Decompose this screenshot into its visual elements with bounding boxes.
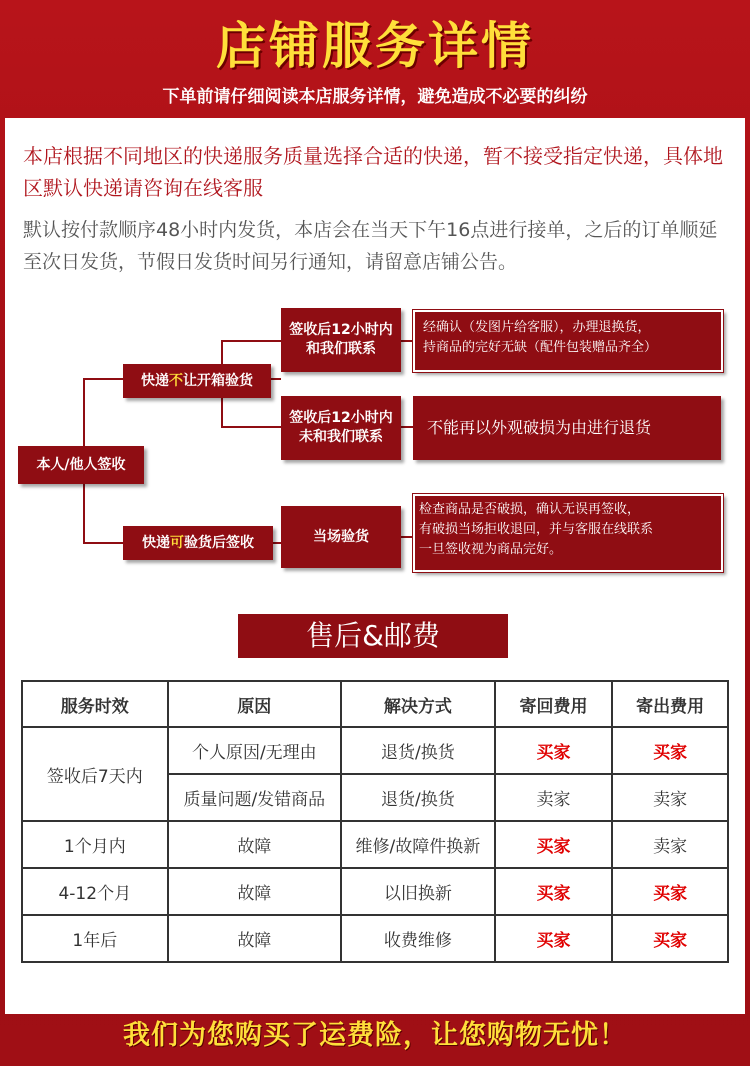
a1-label-line2: 和我们联系 — [306, 341, 376, 357]
cell-period: 4-12个月 — [22, 868, 168, 915]
a2-label-line1: 签收后12小时内 — [289, 410, 393, 426]
flow-connector — [221, 426, 281, 428]
cell-return-fee: 卖家 — [495, 774, 613, 821]
flow-branch-inspect — [123, 526, 273, 560]
flow-connector — [401, 340, 413, 342]
table-row — [22, 915, 728, 962]
dispatch-notice: 默认按付款顺序48小时内发货，本店会在当天下午16点进行接单，之后的订单顺延至次日发货，节假日发货时间另行通知，请留意店铺公告。 — [23, 219, 718, 273]
shipping-notice: 本店根据不同地区的快递服务质量选择合适的快递，暂不接受指定快递，具体地区默认快递请咨询在线客服 — [23, 144, 723, 200]
b1-desc-line2: 有破损当场拒收退回，并与客服在线联系 — [419, 522, 654, 537]
header-send-fee: 寄出费用 — [612, 681, 728, 727]
page-title: 店铺服务详情 — [216, 17, 534, 75]
b1-desc-line1: 检查商品是否破损，确认无误再签收， — [419, 502, 641, 517]
branch-b-highlight: 可 — [170, 534, 184, 551]
flow-desc-return-allowed — [413, 310, 723, 372]
cell-return-fee: 买家 — [495, 727, 613, 774]
table-header-row — [22, 681, 728, 727]
cell-reason: 故障 — [168, 915, 341, 962]
cell-solution: 以旧换新 — [341, 868, 495, 915]
a1-desc-line2: 持商品的完好无缺（配件包装赠品齐全） — [423, 340, 658, 355]
flow-connector — [273, 542, 281, 544]
cell-reason: 故障 — [168, 821, 341, 868]
branch-b-post: 验货后签收 — [184, 534, 254, 551]
branch-a-post: 让开箱验货 — [183, 372, 253, 389]
cell-reason: 质量问题/发错商品 — [168, 774, 341, 821]
flow-desc-inspect — [413, 494, 723, 572]
flow-root-signed — [18, 446, 144, 484]
b1-desc-line3: 一旦签收视为商品完好。 — [419, 542, 563, 557]
flow-root-label: 本人/他人签收 — [36, 456, 126, 473]
flow-connector — [221, 340, 281, 342]
cell-send-fee: 买家 — [612, 915, 728, 962]
flow-connector — [83, 542, 123, 544]
flow-inspect-on-site — [281, 506, 401, 568]
branch-b-pre: 快递 — [142, 534, 170, 551]
cell-send-fee: 卖家 — [612, 774, 728, 821]
content-panel — [5, 118, 745, 1014]
cell-solution: 维修/故障件换新 — [341, 821, 495, 868]
flow-branch-no-inspect — [123, 364, 271, 398]
cell-period: 1年后 — [22, 915, 168, 962]
aftersale-table — [21, 680, 729, 963]
table-row — [22, 727, 728, 774]
flow-connector — [83, 378, 123, 380]
a2-label-line2: 未和我们联系 — [299, 429, 383, 445]
cell-return-fee: 买家 — [495, 821, 613, 868]
cell-return-fee: 买家 — [495, 915, 613, 962]
cell-send-fee: 卖家 — [612, 821, 728, 868]
cell-solution: 退货/换货 — [341, 727, 495, 774]
cell-send-fee: 买家 — [612, 727, 728, 774]
cell-solution: 退货/换货 — [341, 774, 495, 821]
header-solution: 解决方式 — [341, 681, 495, 727]
flow-connector — [401, 426, 413, 428]
flow-desc-no-return: 不能再以外观破损为由进行退货 — [413, 396, 721, 460]
flow-no-contact-12h — [281, 396, 401, 460]
header-period: 服务时效 — [22, 681, 168, 727]
a1-label-line1: 签收后12小时内 — [289, 322, 393, 338]
table-row — [22, 868, 728, 915]
b1-label: 当场验货 — [313, 528, 369, 545]
flow-contact-within-12h — [281, 308, 401, 372]
shipping-insurance-banner: 我们为您购买了运费险，让您购物无忧！ — [123, 1020, 627, 1051]
cell-reason: 故障 — [168, 868, 341, 915]
table-row — [22, 821, 728, 868]
cell-solution: 收费维修 — [341, 915, 495, 962]
a1-desc-line1: 经确认（发图片给客服），办理退换货， — [423, 320, 651, 335]
cell-reason: 个人原因/无理由 — [168, 727, 341, 774]
aftersale-title: 售后&邮费 — [238, 614, 508, 658]
branch-a-highlight: 不 — [169, 372, 183, 389]
page-subtitle: 下单前请仔细阅读本店服务详情，避免造成不必要的纠纷 — [162, 87, 588, 107]
cell-return-fee: 买家 — [495, 868, 613, 915]
cell-period: 1个月内 — [22, 821, 168, 868]
header-reason: 原因 — [168, 681, 341, 727]
cell-period: 签收后7天内 — [22, 727, 168, 821]
cell-send-fee: 买家 — [612, 868, 728, 915]
header-return-fee: 寄回费用 — [495, 681, 613, 727]
flow-connector — [401, 536, 413, 538]
branch-a-pre: 快递 — [141, 372, 169, 389]
